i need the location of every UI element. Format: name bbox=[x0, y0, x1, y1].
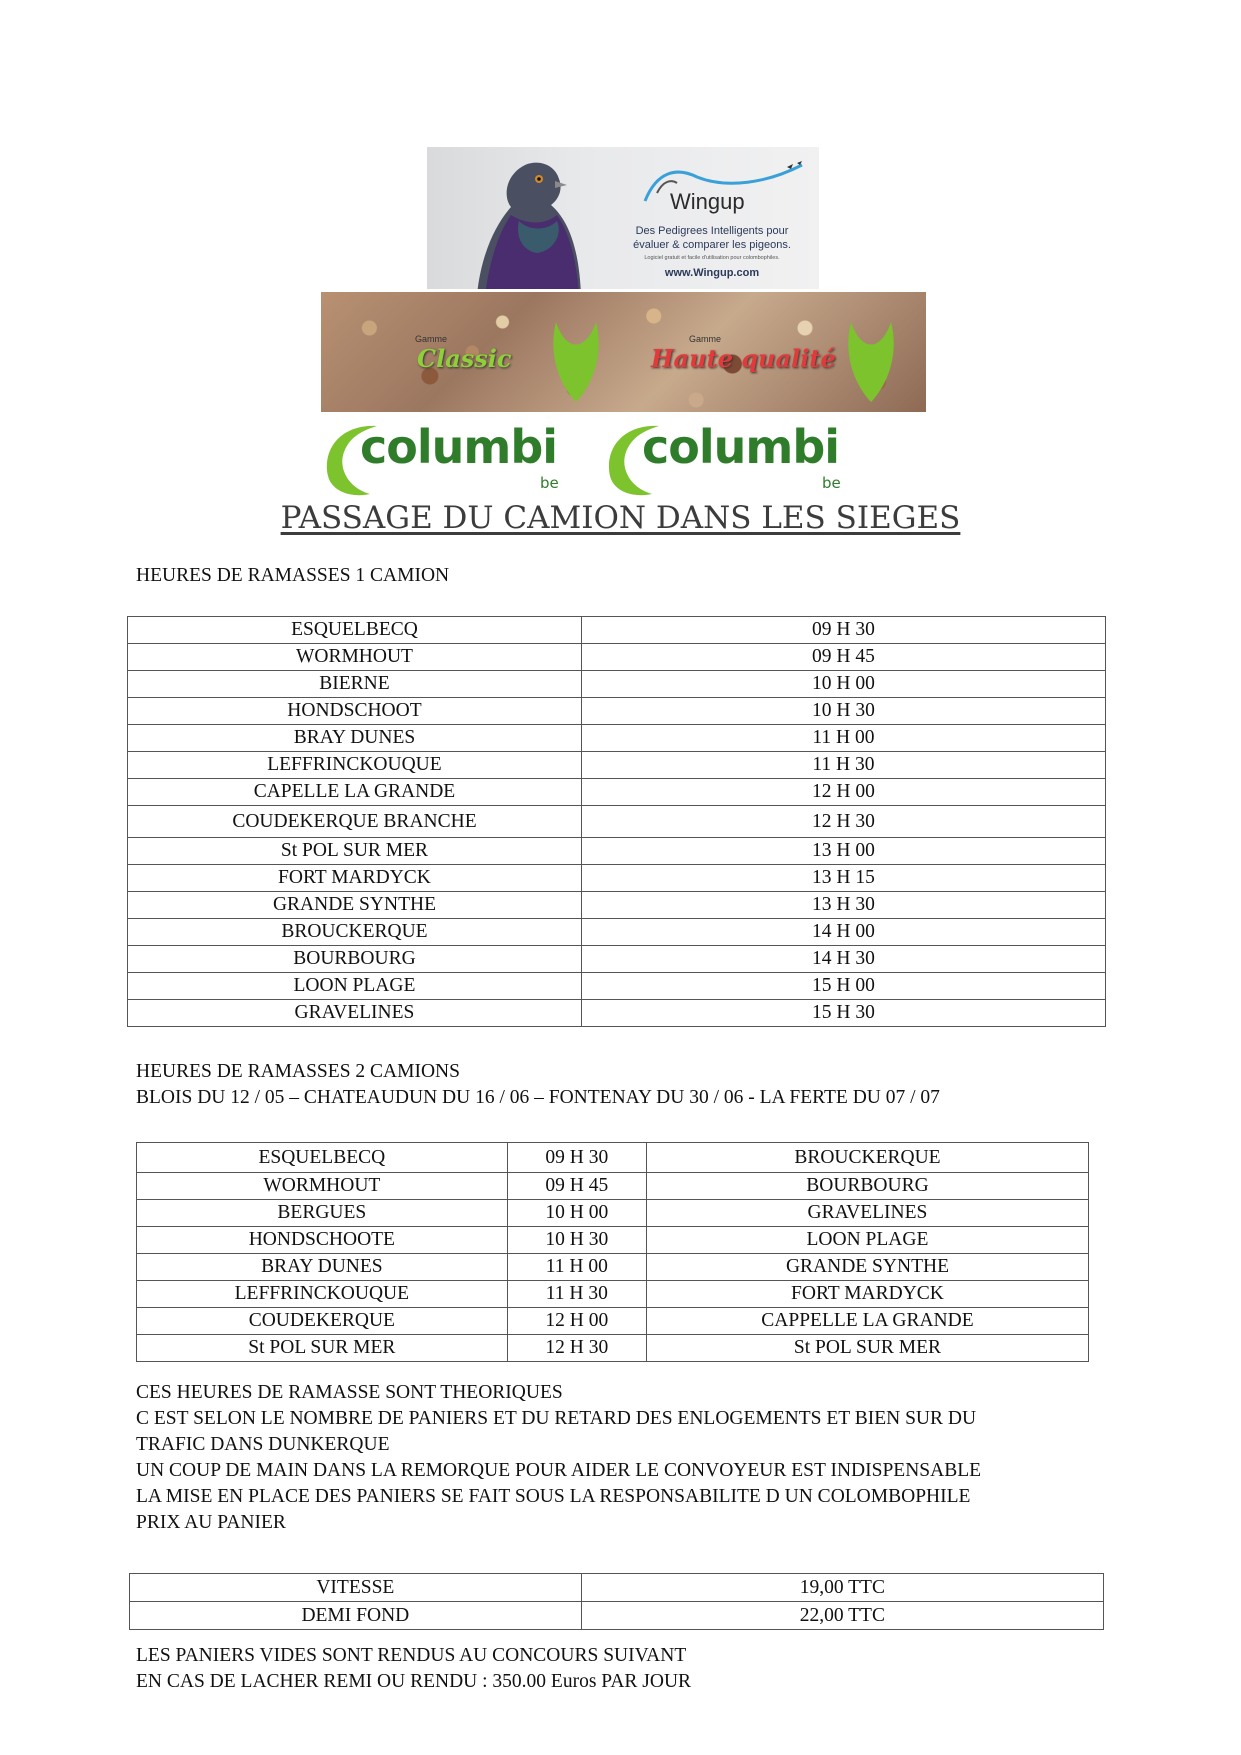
table-cell: 10 H 30 bbox=[581, 698, 1105, 725]
table-cell: GRANDE SYNTHE bbox=[128, 892, 582, 919]
table-row bbox=[128, 892, 1106, 919]
table-cell: St POL SUR MER bbox=[646, 1335, 1088, 1362]
note-line-3: TRAFIC DANS DUNKERQUE bbox=[136, 1434, 390, 1455]
table-row bbox=[128, 752, 1106, 779]
table-row bbox=[128, 865, 1106, 892]
table-cell: 11 H 00 bbox=[581, 725, 1105, 752]
table-row bbox=[137, 1200, 1089, 1227]
table-cell: COUDEKERQUE BRANCHE bbox=[128, 806, 582, 838]
haute-qualite-label: Haute qualité bbox=[651, 344, 836, 373]
columbi-be: be bbox=[540, 474, 559, 492]
columbi-seeds-banner bbox=[321, 292, 926, 412]
table-cell: LOON PLAGE bbox=[646, 1227, 1088, 1254]
table-row bbox=[137, 1143, 1089, 1173]
table-cell: GRAVELINES bbox=[128, 1000, 582, 1027]
table-cell: BOURBOURG bbox=[646, 1173, 1088, 1200]
prices-table bbox=[129, 1573, 1104, 1630]
table-cell: 09 H 30 bbox=[581, 617, 1105, 644]
columbi-logo bbox=[322, 418, 587, 498]
section1-heading: HEURES DE RAMASSES 1 CAMION bbox=[136, 565, 450, 586]
table-cell: LOON PLAGE bbox=[128, 973, 582, 1000]
table-cell: VITESSE bbox=[130, 1574, 582, 1602]
leaf-icon bbox=[841, 322, 901, 402]
table-row bbox=[128, 806, 1106, 838]
table-cell: 13 H 30 bbox=[581, 892, 1105, 919]
table-cell: CAPPELLE LA GRANDE bbox=[646, 1308, 1088, 1335]
table-row bbox=[128, 617, 1106, 644]
table-row bbox=[128, 779, 1106, 806]
table-cell: GRANDE SYNTHE bbox=[646, 1254, 1088, 1281]
pigeon-image bbox=[467, 155, 597, 289]
table-cell: 15 H 00 bbox=[581, 973, 1105, 1000]
table-row bbox=[130, 1574, 1104, 1602]
section2-subheading: BLOIS DU 12 / 05 – CHATEAUDUN DU 16 / 06 – FONTENAY DU 30 / 06 - LA FERTE DU 07 / 07 bbox=[136, 1087, 940, 1108]
table-cell: St POL SUR MER bbox=[128, 838, 582, 865]
section1-table bbox=[127, 616, 1106, 1027]
table-cell: DEMI FOND bbox=[130, 1602, 582, 1630]
table-cell: LEFFRINCKOUQUE bbox=[128, 752, 582, 779]
table-cell: St POL SUR MER bbox=[137, 1335, 508, 1362]
table-row bbox=[128, 919, 1106, 946]
table-cell: HONDSCHOOTE bbox=[137, 1227, 508, 1254]
table-cell: 22,00 TTC bbox=[581, 1602, 1103, 1630]
table-cell: 12 H 00 bbox=[581, 779, 1105, 806]
note-line-4: UN COUP DE MAIN DANS LA REMORQUE POUR AIDER LE CONVOYEUR EST INDISPENSABLE bbox=[136, 1460, 982, 1481]
table-cell: HONDSCHOOT bbox=[128, 698, 582, 725]
classic-label: Classic bbox=[417, 344, 512, 373]
table-cell: 13 H 15 bbox=[581, 865, 1105, 892]
table-cell: 12 H 30 bbox=[507, 1335, 646, 1362]
table-row bbox=[128, 946, 1106, 973]
table-cell: BRAY DUNES bbox=[128, 725, 582, 752]
table-cell: ESQUELBECQ bbox=[128, 617, 582, 644]
table-cell: 10 H 00 bbox=[581, 671, 1105, 698]
table-row bbox=[137, 1308, 1089, 1335]
table-cell: WORMHOUT bbox=[128, 644, 582, 671]
columbi-wordmark: columbi bbox=[360, 420, 558, 474]
wingup-url[interactable]: www.Wingup.com bbox=[664, 267, 760, 279]
note-line-2: C EST SELON LE NOMBRE DE PANIERS ET DU RETARD DES ENLOGEMENTS ET BIEN SUR DU bbox=[136, 1408, 977, 1429]
table-cell: BROUCKERQUE bbox=[128, 919, 582, 946]
table-row bbox=[130, 1602, 1104, 1630]
section2-heading: HEURES DE RAMASSES 2 CAMIONS bbox=[136, 1061, 460, 1082]
table-cell: 12 H 00 bbox=[507, 1308, 646, 1335]
table-cell: 09 H 30 bbox=[507, 1143, 646, 1173]
table-cell: 12 H 30 bbox=[581, 806, 1105, 838]
table-row bbox=[128, 644, 1106, 671]
table-cell: CAPELLE LA GRANDE bbox=[128, 779, 582, 806]
page-title: PASSAGE DU CAMION DANS LES SIEGES bbox=[280, 500, 961, 536]
table-row bbox=[128, 1000, 1106, 1027]
table-cell: GRAVELINES bbox=[646, 1200, 1088, 1227]
table-cell: WORMHOUT bbox=[137, 1173, 508, 1200]
table-row bbox=[128, 973, 1106, 1000]
columbi-logo bbox=[604, 418, 869, 498]
wingup-tagline-2: évaluer & comparer les pigeons. bbox=[633, 239, 791, 251]
table-cell: 09 H 45 bbox=[507, 1173, 646, 1200]
wingup-tagline-1: Des Pedigrees Intelligents pour bbox=[635, 225, 789, 237]
table-cell: 13 H 00 bbox=[581, 838, 1105, 865]
footer-line-2: EN CAS DE LACHER REMI OU RENDU : 350.00 Euros PAR JOUR bbox=[136, 1671, 692, 1692]
note-line-1: CES HEURES DE RAMASSE SONT THEORIQUES bbox=[136, 1382, 563, 1403]
table-cell: 09 H 45 bbox=[581, 644, 1105, 671]
table-cell: BIERNE bbox=[128, 671, 582, 698]
table-row bbox=[128, 698, 1106, 725]
table-row bbox=[137, 1227, 1089, 1254]
table-row bbox=[137, 1281, 1089, 1308]
columbi-be: be bbox=[822, 474, 841, 492]
table-cell: COUDEKERQUE bbox=[137, 1308, 508, 1335]
table-cell: 10 H 00 bbox=[507, 1200, 646, 1227]
gamme-label-classic: Gamme bbox=[415, 334, 448, 344]
table-cell: FORT MARDYCK bbox=[128, 865, 582, 892]
table-row bbox=[128, 725, 1106, 752]
table-cell: BERGUES bbox=[137, 1200, 508, 1227]
table-cell: 11 H 30 bbox=[581, 752, 1105, 779]
columbi-wordmark: columbi bbox=[642, 420, 840, 474]
table-cell: 11 H 00 bbox=[507, 1254, 646, 1281]
wingup-small-print: Logiciel gratuit et facile d'utilisation pour colombophiles. bbox=[644, 255, 780, 261]
table-cell: 15 H 30 bbox=[581, 1000, 1105, 1027]
table-cell: BRAY DUNES bbox=[137, 1254, 508, 1281]
table-cell: LEFFRINCKOUQUE bbox=[137, 1281, 508, 1308]
table-cell: FORT MARDYCK bbox=[646, 1281, 1088, 1308]
section2-table bbox=[136, 1142, 1089, 1362]
table-cell: 19,00 TTC bbox=[581, 1574, 1103, 1602]
footer-line-1: LES PANIERS VIDES SONT RENDUS AU CONCOURS SUIVANT bbox=[136, 1645, 687, 1666]
gamme-label-haute: Gamme bbox=[689, 334, 722, 344]
wingup-ad-banner bbox=[427, 147, 819, 289]
leaf-icon bbox=[546, 322, 606, 402]
table-cell: ESQUELBECQ bbox=[137, 1143, 508, 1173]
note-line-6: PRIX AU PANIER bbox=[136, 1512, 286, 1533]
table-row bbox=[137, 1335, 1089, 1362]
table-cell: 11 H 30 bbox=[507, 1281, 646, 1308]
table-cell: 14 H 00 bbox=[581, 919, 1105, 946]
table-cell: 14 H 30 bbox=[581, 946, 1105, 973]
table-cell: BROUCKERQUE bbox=[646, 1143, 1088, 1173]
table-row bbox=[128, 671, 1106, 698]
table-row bbox=[128, 838, 1106, 865]
table-cell: 10 H 30 bbox=[507, 1227, 646, 1254]
table-cell: BOURBOURG bbox=[128, 946, 582, 973]
table-row bbox=[137, 1173, 1089, 1200]
wingup-brand: Wingup bbox=[670, 189, 745, 214]
note-line-5: LA MISE EN PLACE DES PANIERS SE FAIT SOUS LA RESPONSABILITE D UN COLOMBOPHILE bbox=[136, 1486, 971, 1507]
table-row bbox=[137, 1254, 1089, 1281]
